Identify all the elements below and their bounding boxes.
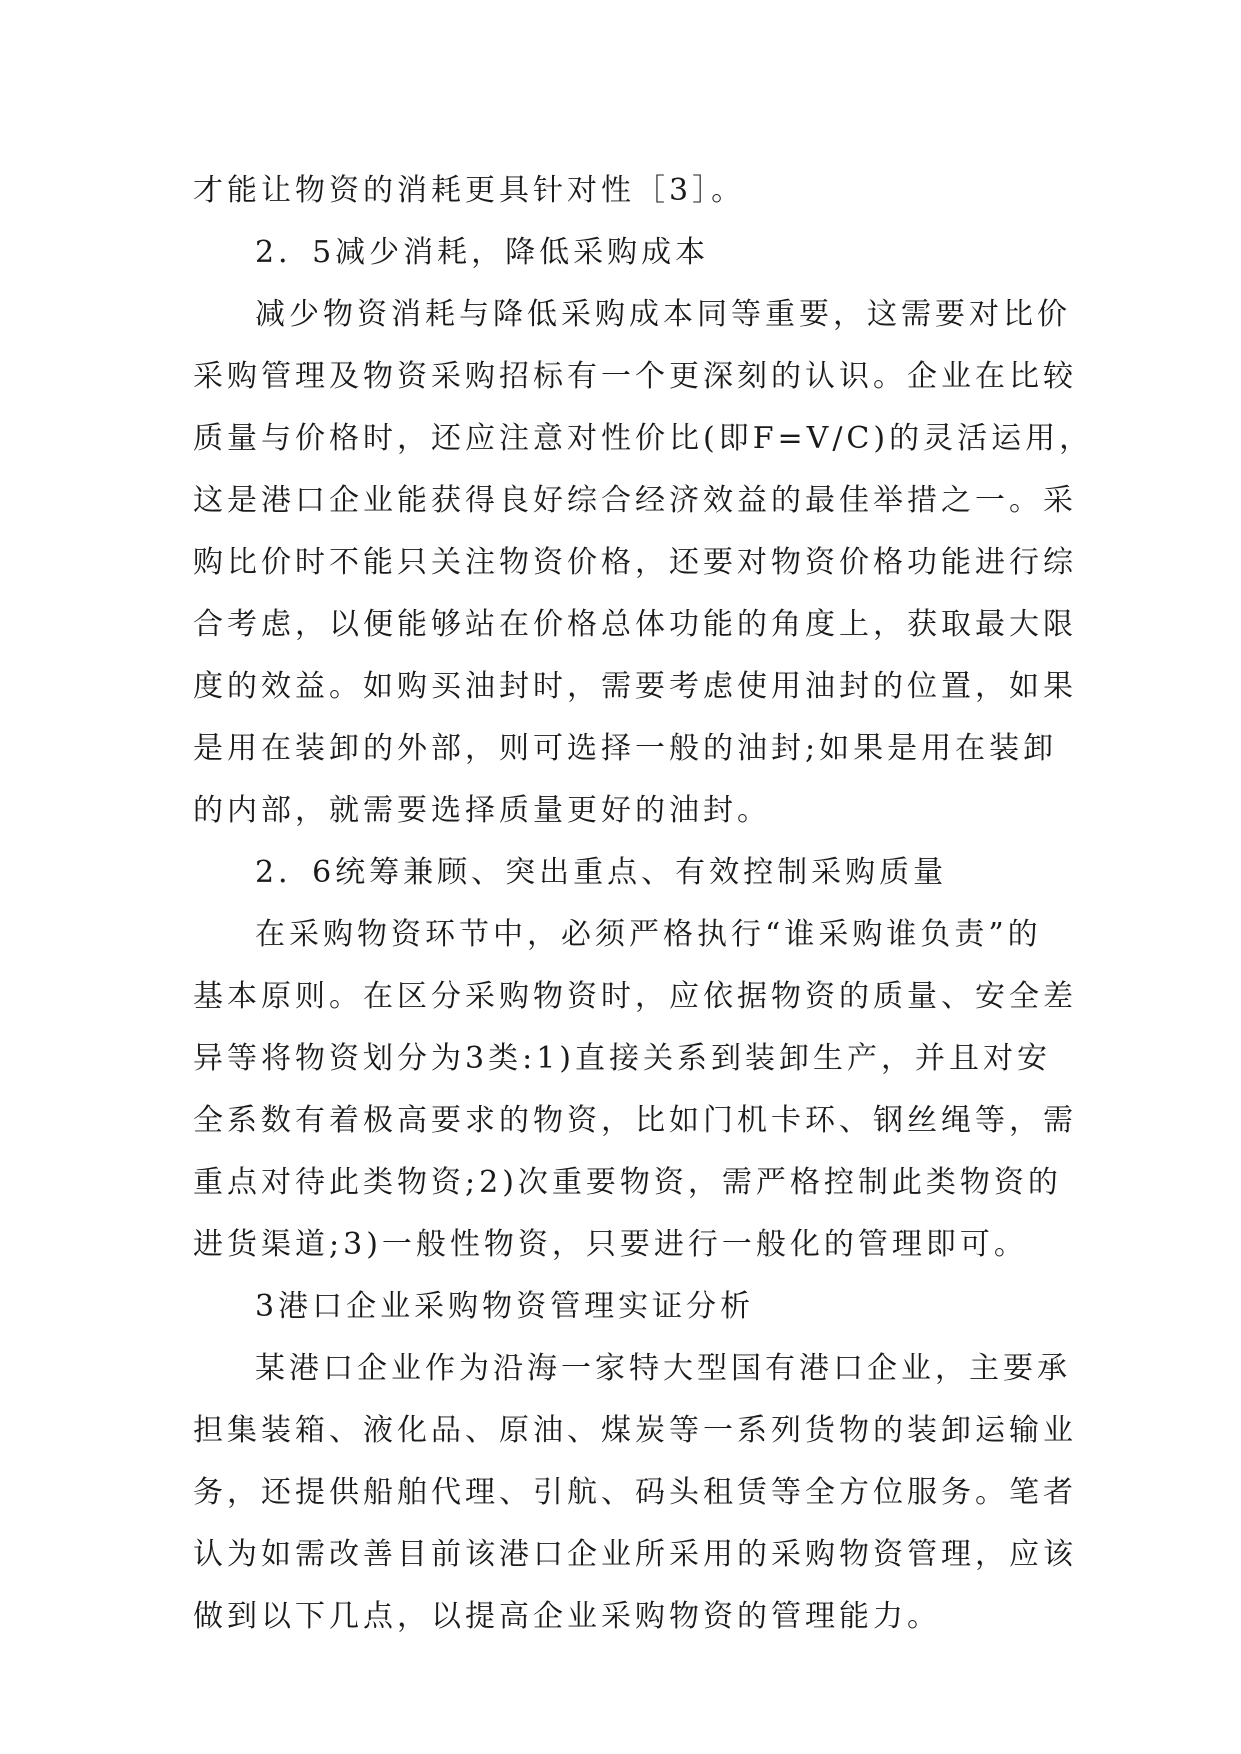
body-text	[193, 160, 1094, 1648]
section-heading-2-6: 2．6统筹兼顾、突出重点、有效控制采购质量	[255, 855, 948, 890]
section-heading-2-5: 2．5减少消耗，降低采购成本	[255, 235, 710, 270]
paragraph-line: 合考虑，以便能够站在价格总体功能的角度上，获取最大限	[193, 607, 1077, 642]
paragraph-line: 购比价时不能只关注物资价格，还要对物资价格功能进行综	[193, 545, 1077, 580]
paragraph-line: 质量与价格时，还应注意对性价比(即F=V/C)的灵活运用，	[193, 421, 1094, 456]
paragraph-line: 做到以下几点，以提高企业采购物资的管理能力。	[193, 1599, 941, 1634]
paragraph-line: 才能让物资的消耗更具针对性［3］。	[193, 173, 746, 208]
paragraph-line: 基本原则。在区分采购物资时，应依据物资的质量、安全差	[193, 979, 1077, 1014]
paragraph-line: 认为如需改善目前该港口企业所采用的采购物资管理，应该	[193, 1537, 1077, 1572]
paragraph-line: 采购管理及物资采购招标有一个更深刻的认识。企业在比较	[193, 359, 1077, 394]
paragraph-line: 某港口企业作为沿海一家特大型国有港口企业，主要承	[255, 1351, 1071, 1386]
paragraph-line: 务，还提供船舶代理、引航、码头租赁等全方位服务。笔者	[193, 1475, 1077, 1510]
paragraph-line: 全系数有着极高要求的物资，比如门机卡环、钢丝绳等，需	[193, 1103, 1077, 1138]
section-heading-3: 3港口企业采购物资管理实证分析	[255, 1289, 755, 1324]
paragraph-line: 在采购物资环节中，必须严格执行“谁采购谁负责”的	[255, 917, 1042, 952]
paragraph-line: 的内部，就需要选择质量更好的油封。	[193, 793, 771, 828]
paragraph-line: 度的效益。如购买油封时，需要考虑使用油封的位置，如果	[193, 669, 1077, 704]
paragraph-line: 是用在装卸的外部，则可选择一般的油封;如果是用在装卸	[193, 731, 1058, 766]
paragraph-line: 异等将物资划分为3类:1)直接关系到装卸生产，并且对安	[193, 1041, 1051, 1076]
paragraph-line: 这是港口企业能获得良好综合经济效益的最佳举措之一。采	[193, 483, 1077, 518]
paragraph-line: 重点对待此类物资;2)次重要物资，需严格控制此类物资的	[193, 1165, 1062, 1200]
paragraph-line: 减少物资消耗与降低采购成本同等重要，这需要对比价	[255, 297, 1071, 332]
paragraph-line: 担集装箱、液化品、原油、煤炭等一系列货物的装卸运输业	[193, 1413, 1077, 1448]
paragraph-line: 进货渠道;3)一般性物资，只要进行一般化的管理即可。	[193, 1227, 1028, 1262]
